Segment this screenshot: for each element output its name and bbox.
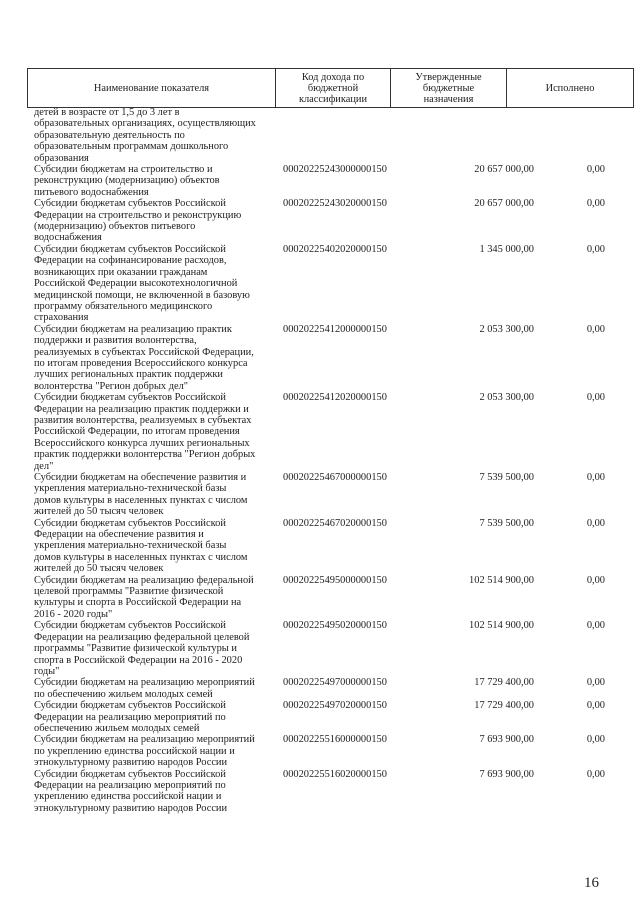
row-name: Субсидии бюджетам на строительство и реконструкцию (модернизацию) объектов питьевого водоснабжения [34, 164, 220, 198]
row-name: Субсидии бюджетам субъектов Российской Федерации на реализацию федеральной целевой программы "Развитие физической культуры и спорта в Российской Федерации на 2016 - 2020 годы" [34, 620, 250, 677]
row-name: Субсидии бюджетам субъектов Российской Федерации на софинансирование расходов, возникающих при оказании гражданам Российской Федерации высокотехнологичной медицинской помощи, не включенной в базовую программу обязательного медицинского страхования [34, 243, 250, 324]
row-name: Субсидии бюджетам субъектов Российской Федерации на реализацию мероприятий по обеспечению жильем молодых семей [34, 700, 226, 734]
row-code: 00020225412000000150 [283, 323, 387, 335]
row-code: 00020225516020000150 [283, 768, 387, 780]
row-code: 00020225516000000150 [283, 734, 387, 746]
row-done: 0,00 [586, 198, 605, 210]
row-approved: 1 345 000,00 [479, 243, 534, 255]
row-approved: 7 693 900,00 [479, 768, 534, 780]
row-code: 00020225467000000150 [283, 472, 387, 483]
row-approved: 20 657 000,00 [474, 164, 534, 176]
row-code: 00020225243000000150 [283, 164, 387, 176]
row-approved: 7 539 500,00 [479, 472, 534, 483]
row-approved: 17 729 400,00 [474, 677, 534, 689]
row-done: 0,00 [586, 768, 605, 780]
row-done: 0,00 [586, 323, 605, 335]
table-row [34, 392, 613, 472]
row-name: Субсидии бюджетам субъектов Российской Федерации на реализацию практик поддержки и развития волонтерства, реализуемых в субъектах Российской Федерации, по итогам проведения Всероссийского конкурса лучших региональных практик поддержки волонтерства "Регион добрых дел" [34, 392, 256, 472]
row-code: 00020225402020000150 [283, 243, 387, 255]
row-done: 0,00 [586, 700, 605, 712]
header-code: Код дохода по бюджетной классификации [276, 69, 391, 108]
table-row [34, 677, 613, 700]
row-name: Субсидии бюджетам субъектов Российской Федерации на строительство и реконструкцию (модернизацию) объектов питьевого водоснабжения [34, 198, 242, 244]
row-code: 00020225497000000150 [283, 677, 387, 689]
row-done: 0,00 [586, 243, 605, 255]
row-done: 0,00 [586, 574, 605, 586]
table-row [34, 244, 613, 324]
row-name: Субсидии бюджетам на обеспечение развития и укрепления материально-технической базы домов культуры в населенных пунктах с числом жителей до 50 тысяч человек [34, 472, 248, 518]
row-name: Субсидии бюджетам субъектов Российской Федерации на реализацию мероприятий по укреплению единства российской нации и этнокультурному развитию народов России [34, 768, 228, 814]
table-row [34, 107, 613, 164]
header-approved: Утвержденные бюджетные назначения [391, 69, 507, 108]
row-approved: 102 514 900,00 [469, 620, 534, 632]
table-header [27, 68, 634, 108]
row-done: 0,00 [586, 734, 605, 746]
header-done: Исполнено [507, 69, 634, 108]
row-name: Субсидии бюджетам на реализацию мероприятий по укреплению единства российской нации и этнокультурному развитию народов России [34, 734, 255, 769]
header-name: Наименование показателя [28, 69, 276, 108]
table-row [34, 620, 613, 677]
row-code: 00020225497020000150 [283, 700, 387, 712]
row-code: 00020225412020000150 [283, 392, 387, 404]
row-name: детей в возрасте от 1,5 до 3 лет в образовательных организациях, осуществляющих образовательную деятельность по образовательным программам дошкольного образования [34, 107, 256, 164]
row-approved: 102 514 900,00 [469, 574, 534, 586]
row-approved: 20 657 000,00 [474, 198, 534, 210]
row-code: 00020225243020000150 [283, 198, 387, 210]
row-approved: 7 539 500,00 [479, 517, 534, 529]
row-approved: 2 053 300,00 [479, 323, 534, 335]
table-body [34, 107, 613, 814]
table-row [34, 769, 613, 815]
table-row [34, 198, 613, 244]
table-row [34, 734, 613, 768]
row-name: Субсидии бюджетам субъектов Российской Федерации на обеспечение развития и укрепления материально-технической базы домов культуры в населенных пунктах с числом жителей до 50 тысяч человек [34, 517, 248, 575]
table-row [34, 472, 613, 518]
row-done: 0,00 [586, 392, 605, 404]
row-name: Субсидии бюджетам на реализацию практик поддержки и развития волонтерства, реализуемых в субъектах Российской Федерации, по итогам проведения Всероссийского конкурса лучших региональных практик поддержки волонтерства "Регион добрых дел" [34, 323, 254, 392]
row-approved: 17 729 400,00 [474, 700, 534, 712]
row-approved: 2 053 300,00 [479, 392, 534, 404]
table-row [34, 324, 613, 392]
row-approved: 7 693 900,00 [479, 734, 534, 746]
row-done: 0,00 [586, 620, 605, 632]
row-name: Субсидии бюджетам на реализацию мероприятий по обеспечению жильем молодых семей [34, 677, 255, 700]
row-done: 0,00 [586, 164, 605, 176]
row-done: 0,00 [586, 677, 605, 689]
table-row [34, 518, 613, 575]
row-done: 0,00 [586, 472, 605, 483]
row-code: 00020225495000000150 [283, 574, 387, 586]
row-code: 00020225495020000150 [283, 620, 387, 632]
table-row [34, 700, 613, 734]
row-code: 00020225467020000150 [283, 517, 387, 529]
page-number: 16 [584, 875, 599, 891]
row-name: Субсидии бюджетам на реализацию федеральной целевой программы "Развитие физической культуры и спорта в Российской Федерации на 2016 - 2020 годы" [34, 574, 254, 620]
row-done: 0,00 [586, 517, 605, 529]
table-row [34, 575, 613, 621]
table-row [34, 164, 613, 198]
